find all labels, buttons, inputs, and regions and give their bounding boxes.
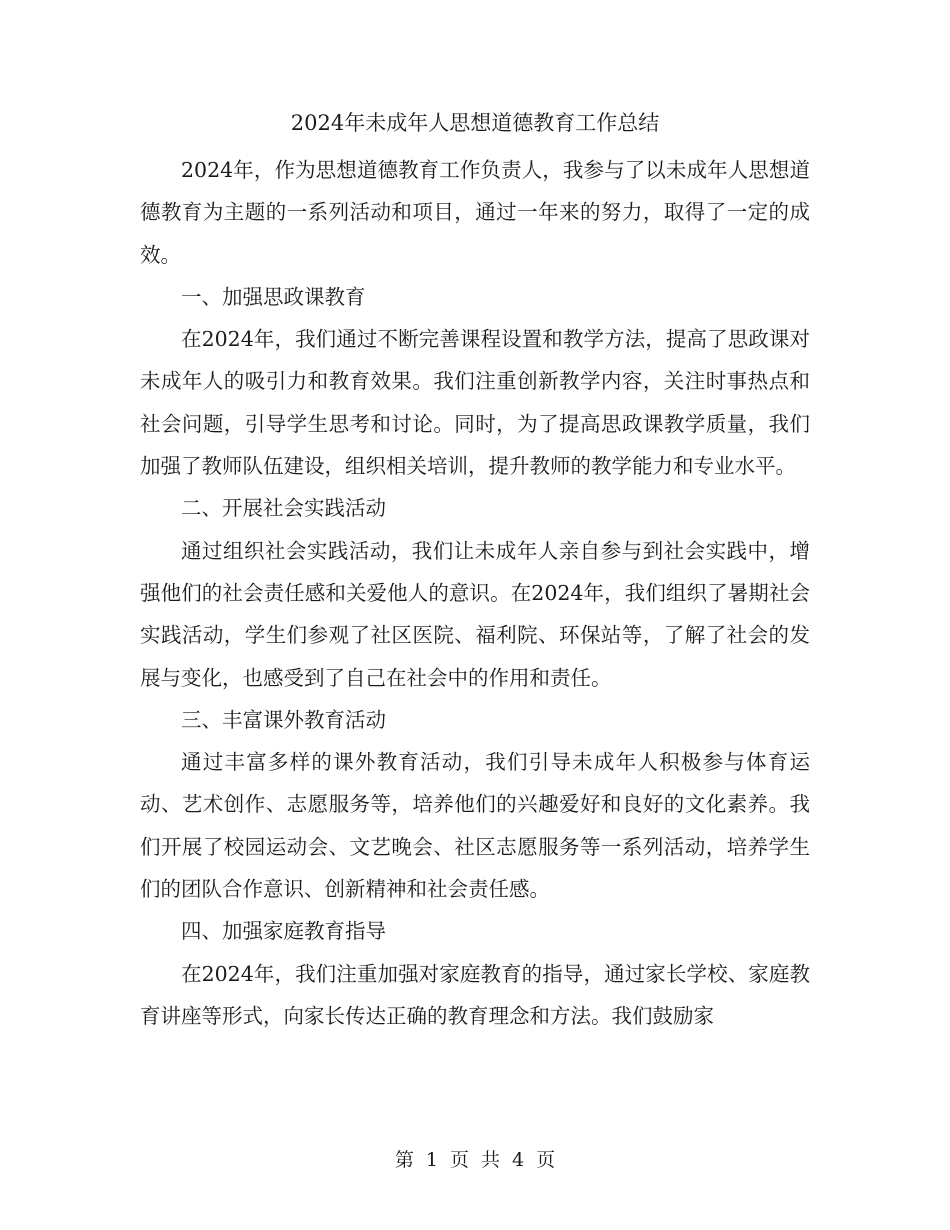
section-body-2: 通过组织社会实践活动，我们让未成年人亲自参与到社会实践中，增强他们的社会责任感和关爱他人的意识。在2024年，我们组织了暑期社会实践活动，学生们参观了社区医院、福利院、环保站等，了解了社会的发展与变化，也感受到了自己在社会中的作用和责任。 bbox=[140, 538, 810, 690]
section-body-4: 在2024年，我们注重加强对家庭教育的指导，通过家长学校、家庭教育讲座等形式，向家长传达正确的教育理念和方法。我们鼓励家 bbox=[140, 961, 810, 1028]
section-heading-4: 四、加强家庭教育指导 bbox=[181, 919, 386, 944]
section-body-1: 在2024年，我们通过不断完善课程设置和教学方法，提高了思政课对未成年人的吸引力和教育效果。我们注重创新教学内容，关注时事热点和社会问题，引导学生思考和讨论。同时，为了提高思政课教学质量，我们加强了教师队伍建设，组织相关培训，提升教师的教学能力和专业水平。 bbox=[140, 327, 810, 479]
section-heading-3: 三、丰富课外教育活动 bbox=[181, 707, 386, 732]
intro-paragraph: 2024年，作为思想道德教育工作负责人，我参与了以未成年人思想道德教育为主题的一系列活动和项目，通过一年来的努力，取得了一定的成效。 bbox=[140, 158, 810, 267]
page-number-footer: 第 1 页 共 4 页 bbox=[394, 1149, 556, 1171]
section-heading-1: 一、加强思政课教育 bbox=[181, 284, 366, 309]
document-content bbox=[140, 103, 810, 1037]
document-title: 2024年未成年人思想道德教育工作总结 bbox=[290, 111, 660, 135]
section-heading-2: 二、开展社会实践活动 bbox=[181, 496, 386, 521]
section-body-3: 通过丰富多样的课外教育活动，我们引导未成年人积极参与体育运动、艺术创作、志愿服务等，培养他们的兴趣爱好和良好的文化素养。我们开展了校园运动会、文艺晚会、社区志愿服务等一系列活动，培养学生们的团队合作意识、创新精神和社会责任感。 bbox=[140, 750, 810, 902]
